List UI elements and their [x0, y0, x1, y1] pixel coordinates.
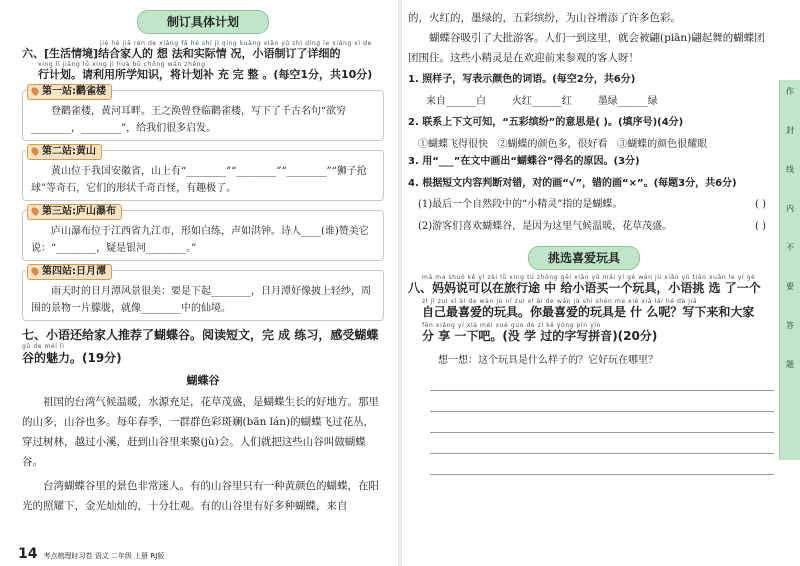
q8-pinyin-3: fēn xiǎng yí xià méi xué guo de zì kě yòng pīn yīn	[422, 322, 602, 329]
stage-4	[22, 266, 384, 321]
stage-4-text[interactable]: 雨天时的日月潭风景很美：要是下起________，日月潭好像披上轻纱，周围的景物一片朦胧，就像________中的仙境。	[31, 286, 371, 314]
word-3[interactable]: 墨绿______绿	[597, 96, 658, 107]
answer-bracket-1[interactable]: ( )	[755, 199, 766, 210]
q6-line-1	[22, 47, 384, 61]
story-paragraph-4: 蝴蝶谷吸引了大批游客。人们一到这里，就会被翩(piān)翩起舞的蝴蝶团团围住。这些小精灵是在欢迎前来参观的客人呀！	[408, 32, 765, 64]
location-pin-icon	[30, 146, 40, 156]
strip-char: 答	[786, 321, 794, 330]
stage-3-text[interactable]: 庐山瀑布位于江西省九江市，形如白练，声如洪钟。诗人____(谁)赞美它说：“________，疑是银河________。”	[31, 226, 369, 254]
q7-line-1: 七、小语还给家人推荐了蝴蝶谷。阅读短文，完 成 练习，感受蝴蝶	[22, 328, 379, 342]
q6-pinyin-2: xíng lǐ jiāng lǚ xíng jì huà bǔ chōng wán zhěng	[38, 61, 206, 68]
writing-line[interactable]	[430, 433, 774, 454]
strip-char: 封	[786, 126, 794, 135]
story-paragraph-2: 台湾蝴蝶谷里的景色非常迷人。有的山谷里只有一种黄颜色的蝴蝶，在阳光的照耀下，金光灿灿的，十分壮观。有的山谷里有好多种蝴蝶，来自	[22, 480, 379, 512]
stage-1-label: 第一站:鹳雀楼	[27, 84, 112, 100]
footer-text: 考点梳理时习卷 语文 二年级 上册 RJ版	[43, 552, 165, 560]
q6-line-2: 行计划。请利用所学知识，将计划补 充 完 整 。(每空1分，共10分)	[38, 68, 373, 81]
word-1[interactable]: 来自______白	[426, 96, 486, 107]
option-1: ①蝴蝶飞得很快	[418, 139, 488, 150]
question-2: 2. 联系上下文可知，“五彩缤纷”的意思是( )。(填序号)(4分)	[408, 117, 684, 128]
writing-line[interactable]	[430, 391, 774, 412]
location-pin-icon	[30, 266, 40, 276]
story-paragraph-3: 的，火红的，墨绿的，五彩缤纷，为山谷增添了许多色彩。	[408, 12, 681, 24]
question-4: 4. 根据短文内容判断对错，对的画“√”，错的画“×”。(每题3分，共6分)	[408, 178, 737, 189]
location-pin-icon	[30, 206, 40, 216]
q6-number: 六、[生活情境]	[22, 47, 99, 60]
strip-char: 线	[786, 165, 794, 174]
stage-1-text[interactable]: 登鹳雀楼，黄河耳畔。王之涣曾登临鹳雀楼，写下了千古名句“欲穷________，________”，给我们很多启发。	[31, 106, 347, 134]
stage-4-label: 第四站:日月潭	[27, 264, 112, 280]
q7-line-2: 谷的魅力。(19分)	[22, 351, 122, 365]
stage-3	[22, 206, 384, 261]
writing-lines[interactable]	[430, 370, 774, 475]
q6-pinyin-1: jié hé jiā rén de xiǎng fǎ hé shí jì qíng kuàng xiǎo yǔ zhì dìng le xiáng xì de	[100, 40, 372, 47]
color-words-row[interactable]	[426, 92, 774, 107]
stage-2	[22, 146, 384, 201]
location-pin-icon	[30, 86, 40, 96]
binding-margin-strip	[779, 80, 800, 460]
q6-text-1: 结合家人的 想 法和实际情 况，小语制订了详细的	[98, 47, 341, 60]
strip-char: 不	[786, 243, 794, 252]
strip-char: 内	[786, 204, 794, 213]
option-3: ③蝴蝶的颜色很耀眼	[617, 139, 708, 150]
judge-item-1: (1)最后一个自然段中的“小精灵”指的是蝴蝶。 ( )	[418, 194, 774, 216]
q8-line-2: 自己最喜爱的玩具。你最喜爱的玩具是 什 么呢？写下来和大家	[422, 305, 755, 319]
option-2: ②蝴蝶的颜色多，很好看	[497, 139, 608, 150]
question-3: 3. 用“___”在文中画出“蝴蝶谷”得名的原因。(3分)	[408, 156, 640, 167]
writing-line[interactable]	[430, 412, 774, 433]
judge-item-2: (2)游客们喜欢蝴蝶谷，是因为这里气候温暖，花草茂盛。 ( )	[418, 216, 774, 238]
strip-char: 题	[786, 360, 794, 369]
q8-pinyin-1: mā ma shuō kě yǐ zài lǚ xíng tú zhōng gěi xiǎo yǔ mǎi yí gè wán jù xiǎo yǔ tiāo xuǎn le yí gè	[422, 274, 756, 281]
stage-2-text[interactable]: 黄山位于我国安徽省，山上有“________”“________”“________”“狮子抢球”等奇石，它们的形状千奇百怪，有趣极了。	[31, 166, 367, 194]
writing-tip: 想一想：这个玩具是什么样子的？它好玩在哪里？	[438, 355, 658, 366]
stage-2-label: 第二站:黄山	[27, 144, 102, 160]
answer-bracket-2[interactable]: ( )	[755, 221, 766, 232]
right-page	[400, 0, 800, 566]
story-title: 蝴蝶谷	[186, 374, 220, 387]
stage-1	[22, 86, 384, 141]
q7-pinyin: gǔ de mèi lì	[22, 343, 65, 350]
q8-pinyin-2: zì jǐ zuì xǐ ài de wán jù nǐ zuì xǐ ài de wán jù shì shén me xiě xià lái hé dà jiā	[422, 298, 698, 305]
page-number: 14	[18, 546, 38, 562]
section-banner-toy: 挑选喜爱玩具	[528, 246, 640, 270]
story-paragraph-1: 祖国的台湾气候温暖，水源充足，花草茂盛，是蝴蝶生长的好地方。那里的山多，山谷也多。每年春季，一群群色彩斑斓(bān lán)的蝴蝶飞过花丛，穿过树林，越过小溪，赶到山谷里来聚(jù)会。人们就把这些山谷叫做蝴蝶谷。	[22, 396, 379, 468]
q8-line-3: 分 享 一下吧。(没 学 过的字写拼音)(20分)	[422, 329, 658, 343]
question-1: 1. 照样子，写表示颜色的词语。(每空2分，共6分)	[408, 74, 636, 85]
page-footer	[18, 546, 164, 562]
section-banner-plan: 制订具体计划	[137, 10, 269, 34]
q8-line-1: 八、妈妈说可以在旅行途 中 给小语买一个玩具，小语挑 选 了一个	[408, 281, 761, 295]
writing-line[interactable]	[430, 454, 774, 475]
strip-char: 作	[786, 87, 794, 96]
strip-char: 要	[786, 282, 794, 291]
writing-line[interactable]	[430, 370, 774, 391]
stage-3-label: 第三站:庐山瀑布	[27, 204, 122, 220]
word-2[interactable]: 火红______红	[511, 96, 572, 107]
question-2-options	[418, 135, 774, 150]
